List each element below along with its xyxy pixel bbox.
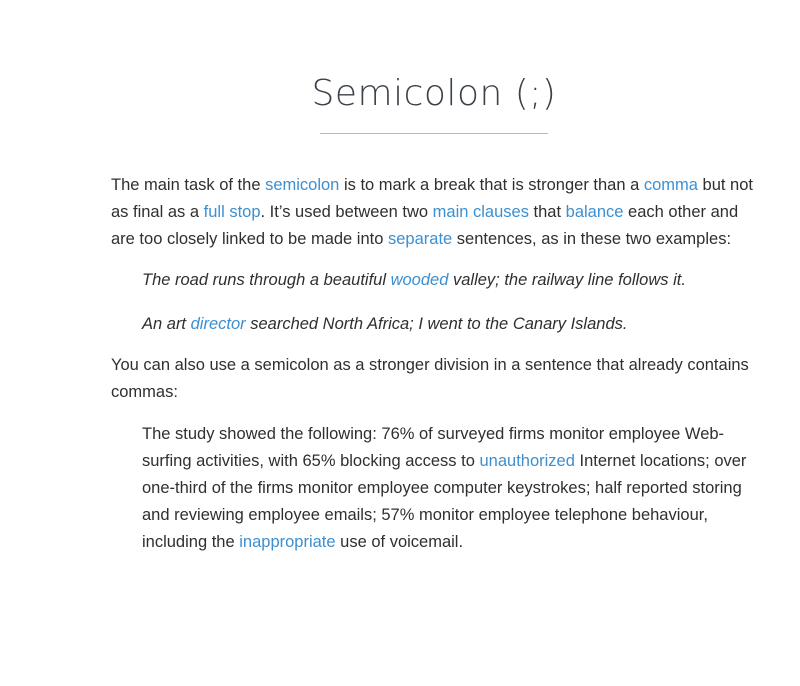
link-full-stop[interactable]: full stop: [203, 203, 261, 221]
link-main-clauses[interactable]: main clauses: [432, 203, 529, 221]
link-wooded[interactable]: wooded: [390, 271, 449, 289]
link-semicolon[interactable]: semicolon: [265, 176, 340, 194]
intro-text-1: The main task of the: [111, 176, 266, 194]
study-quote: [111, 421, 764, 556]
example2-text-1: An art: [142, 315, 191, 333]
intro-text-7: sentences, as in these two examples:: [452, 230, 732, 248]
intro-text-5: that: [528, 203, 566, 221]
example1-text-1: The road runs through a beautiful: [142, 271, 391, 289]
quote-text-2: Internet locations; over one-third of the firms monitor employee computer keystrokes; half reported storing and reviewing employee emails; 57% monitor employee telephone behaviour, including the: [142, 452, 747, 551]
example-sentence-2: [111, 311, 761, 338]
second-paragraph: You can also use a semicolon as a stronger division in a sentence that already contains commas:: [111, 356, 749, 401]
link-separate[interactable]: separate: [388, 230, 453, 248]
intro-text-4: . It’s used between two: [260, 203, 433, 221]
intro-text-2: is to mark a break that is stronger than a: [339, 176, 644, 194]
title-divider: [320, 133, 548, 134]
article-body: [111, 172, 761, 556]
quote-text-1: The study showed the following: 76% of surveyed firms monitor employee Web-surfing activities, with 65% blocking access to: [142, 425, 725, 470]
quote-text-3: use of voicemail.: [335, 533, 464, 551]
intro-text-3: but not as final as a: [111, 176, 753, 221]
link-unauthorized[interactable]: unauthorized: [479, 452, 575, 470]
intro-paragraph: [111, 172, 761, 253]
link-director[interactable]: director: [190, 315, 246, 333]
example-sentence-1: [111, 267, 761, 294]
example1-text-2: valley; the railway line follows it.: [448, 271, 686, 289]
link-balance[interactable]: balance: [565, 203, 624, 221]
example2-text-2: searched North Africa; I went to the Canary Islands.: [245, 315, 628, 333]
link-inappropriate[interactable]: inappropriate: [239, 533, 336, 551]
page-title: Semicolon (;): [311, 73, 557, 114]
intro-text-6: each other and are too closely linked to be made into: [111, 203, 739, 248]
link-comma[interactable]: comma: [643, 176, 698, 194]
